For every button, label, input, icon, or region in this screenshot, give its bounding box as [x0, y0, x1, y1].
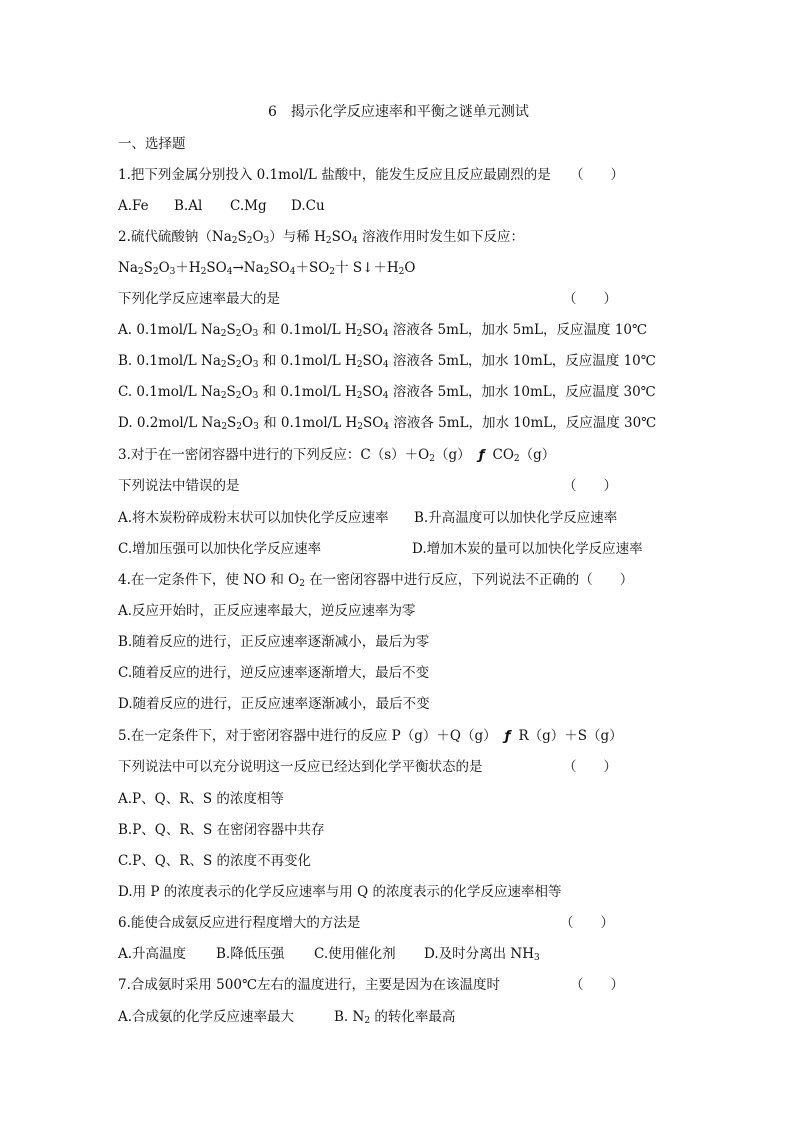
question-5-stem: 5.在一定条件下，对于密闭容器中进行的反应 P（g）＋Q（g） ƒ R（g）＋S（g）: [118, 728, 623, 744]
option: B.Al: [174, 198, 203, 214]
question-2-option-c: C. 0.1mol/L $Na_2S_2O_3$ 和 0.1mol/L $H_2SO_4$ 溶液各 5mL，加水 10mL，反应温度 30℃: [118, 384, 656, 401]
question-6-stem: 6.能使合成氨反应进行程度增大的方法是: [118, 915, 361, 931]
question-7-answer-blank: （ ）: [570, 977, 624, 993]
option: A.Fe: [118, 198, 149, 214]
equilibrium-symbol: ƒ: [478, 447, 485, 463]
question-7-stem: 7.合成氨时采用 500℃左右的温度进行，主要是因为在该温度时: [118, 977, 501, 993]
question-5-answer-blank: （ ）: [563, 759, 617, 775]
question-5-option-d: D.用 P 的浓度表示的化学反应速率与用 Q 的浓度表示的化学反应速率相等: [118, 884, 562, 900]
question-4-stem: 4.在一定条件下，使 NO 和 $O_2$ 在一密闭容器中进行反应，下列说法不正确的（ ）: [118, 572, 634, 589]
question-5-option-c: C.P、Q、R、S 的浓度不再变化: [118, 853, 311, 869]
question-4-option-b: B.随着反应的进行，正反应速率逐渐减小，最后为零: [118, 634, 430, 650]
question-3-options-row2: C.增加压强可以加快化学反应速率 D.增加木炭的量可以加快化学反应速率: [118, 541, 643, 557]
question-2-answer-blank: （ ）: [563, 291, 617, 307]
question-3-ask: 下列说法中错误的是: [118, 478, 240, 494]
question-4-option-c: C.随着反应的进行，逆反应速率逐渐增大，最后不变: [118, 665, 430, 681]
question-2-option-a: A. 0.1mol/L $Na_2S_2O_3$ 和 0.1mol/L $H_2SO_4$ 溶液各 5mL，加水 5mL，反应温度 10℃: [118, 322, 648, 339]
question-4-option-d: D.随着反应的进行，正反应速率逐渐减小，最后不变: [118, 696, 430, 712]
question-7-options: A.合成氨的化学反应速率最大 B. $N_2$ 的转化率最高: [118, 1009, 456, 1026]
question-2-ask: 下列化学反应速率最大的是: [118, 291, 280, 307]
question-2-stem: 2.硫代硫酸钠$(Na_2S_2O_3)$与稀 $H_2SO_4$ 溶液作用时发生如下反应：: [118, 229, 524, 246]
question-2-equation: $Na_2S_2O_3+H_2SO_4\to Na_2SO_4+SO_2$十 $S↓+H_2O$: [118, 260, 416, 277]
question-5-option-a: A.P、Q、R、S 的浓度相等: [118, 791, 284, 807]
option: D.Cu: [291, 198, 325, 214]
section-heading: 一、选择题: [118, 136, 186, 152]
question-4-option-a: A.反应开始时，正反应速率最大，逆反应速率为零: [118, 603, 416, 619]
question-2-option-d: D. 0.2mol/L $Na_2S_2O_3$ 和 0.1mol/L $H_2SO_4$ 溶液各 5mL，加水 10mL，反应温度 30℃: [118, 415, 657, 432]
page-title: 6 揭示化学反应速率和平衡之谜单元测试: [268, 104, 529, 120]
question-6-answer-blank: （ ）: [560, 915, 614, 931]
question-5-ask: 下列说法中可以充分说明这一反应已经达到化学平衡状态的是: [118, 759, 483, 775]
equilibrium-symbol: ƒ: [504, 728, 511, 744]
question-1-answer-blank: （ ）: [570, 167, 624, 183]
question-2-option-b: B. 0.1mol/L $Na_2S_2O_3$ 和 0.1mol/L $H_2SO_4$ 溶液各 5mL，加水 10mL，反应温度 10℃: [118, 353, 656, 370]
question-6-options: A.升高温度 B.降低压强 C.使用催化剂 D.及时分离出 $NH_3$: [118, 946, 540, 963]
option: C.Mg: [230, 198, 267, 214]
question-1-options: [118, 197, 325, 215]
question-5-option-b: B.P、Q、R、S 在密闭容器中共存: [118, 822, 325, 838]
question-3-answer-blank: （ ）: [563, 478, 617, 494]
question-3-stem: 3.对于在一密闭容器中进行的下列反应：$C(s)+O_2(g)$ ƒ $CO_2(g)$: [118, 447, 556, 464]
question-3-options-row1: A.将木炭粉碎成粉末状可以加快化学反应速率 B.升高温度可以加快化学反应速率: [118, 510, 618, 526]
question-1-stem: 1.把下列金属分别投入 0.1mol/L 盐酸中，能发生反应且反应最剧烈的是: [118, 167, 551, 183]
